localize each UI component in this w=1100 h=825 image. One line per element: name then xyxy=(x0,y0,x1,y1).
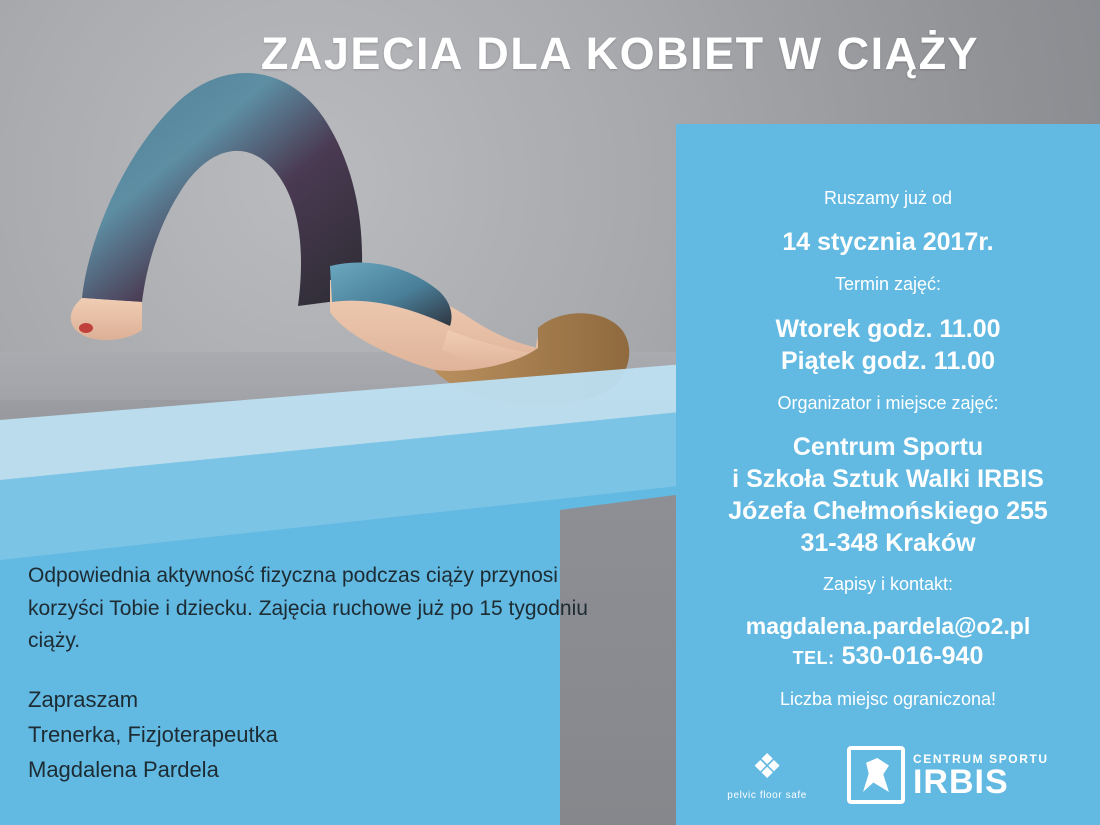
organizer-line-2: i Szkoła Sztuk Walki IRBIS xyxy=(732,464,1044,493)
signoff-line-2: Trenerka, Fizjoterapeutka xyxy=(28,722,278,748)
spacer-f xyxy=(690,559,1086,572)
tel-label: TEL: xyxy=(792,647,835,668)
organizer-line-1: Centrum Sportu xyxy=(792,432,984,461)
organizer-line-4: 31-348 Kraków xyxy=(800,528,976,557)
panel-top-spacer xyxy=(690,124,1086,186)
schedule-line-2: Piątek godz. 11.00 xyxy=(781,346,995,375)
logo-row xyxy=(676,735,1100,815)
start-label: Ruszamy już od xyxy=(823,188,953,208)
spacer-h xyxy=(690,671,1086,687)
irbis-wordmark xyxy=(912,751,1049,801)
paragraph-line-2: podczas ciąży przynosi korzyści Tobie i dziecku. xyxy=(28,564,558,620)
contact-email[interactable]: magdalena.pardela@o2.pl xyxy=(745,613,1031,640)
irbis-mark-icon xyxy=(847,746,905,804)
spacer-g xyxy=(690,596,1086,612)
body-paragraph xyxy=(28,560,628,658)
signoff-line-3: Magdalena Pardela xyxy=(28,757,219,783)
pelvic-caption: pelvic floor safe xyxy=(727,789,807,801)
spacer-b xyxy=(690,258,1086,272)
paragraph-line-1: Odpowiednia aktywność fizyczna xyxy=(28,564,337,587)
signoff-block xyxy=(28,682,628,788)
spacer-e xyxy=(690,415,1086,431)
signoff-line-1: Zapraszam xyxy=(28,687,139,712)
paragraph-line-3: Zajęcia ruchowe już po 15 tygodniu ciąży. xyxy=(28,596,588,653)
schedule-line-1: Wtorek godz. 11.00 xyxy=(775,314,1001,343)
start-date: 14 stycznia 2017r. xyxy=(782,228,994,257)
contact-phone-row[interactable] xyxy=(690,642,1086,671)
pelvic-floor-safe-logo xyxy=(727,747,807,801)
model-photo xyxy=(30,30,670,410)
schedule-label: Termin zajęć: xyxy=(834,274,942,295)
info-panel xyxy=(676,124,1100,825)
limited-places-note: Liczba miejsc ograniczona! xyxy=(779,688,997,709)
spacer-a xyxy=(690,210,1086,226)
irbis-name-text: IRBIS xyxy=(912,762,1009,801)
irbis-top-text: CENTRUM SPORTU xyxy=(912,751,1049,766)
page-title: ZAJECIA DLA KOBIET W CIĄŻY xyxy=(260,28,980,79)
organizer-line-3: Józefa Chełmońskiego 255 xyxy=(728,496,1048,525)
contact-label: Zapisy i kontakt: xyxy=(822,573,954,594)
spacer-d xyxy=(690,377,1086,391)
pelvic-icon: ❖ xyxy=(751,747,783,786)
spacer-c xyxy=(690,297,1086,313)
organizer-label: Organizator i miejsce zajęć: xyxy=(777,392,999,413)
irbis-logo xyxy=(847,746,1049,804)
tel-number: 530-016-940 xyxy=(841,641,984,670)
